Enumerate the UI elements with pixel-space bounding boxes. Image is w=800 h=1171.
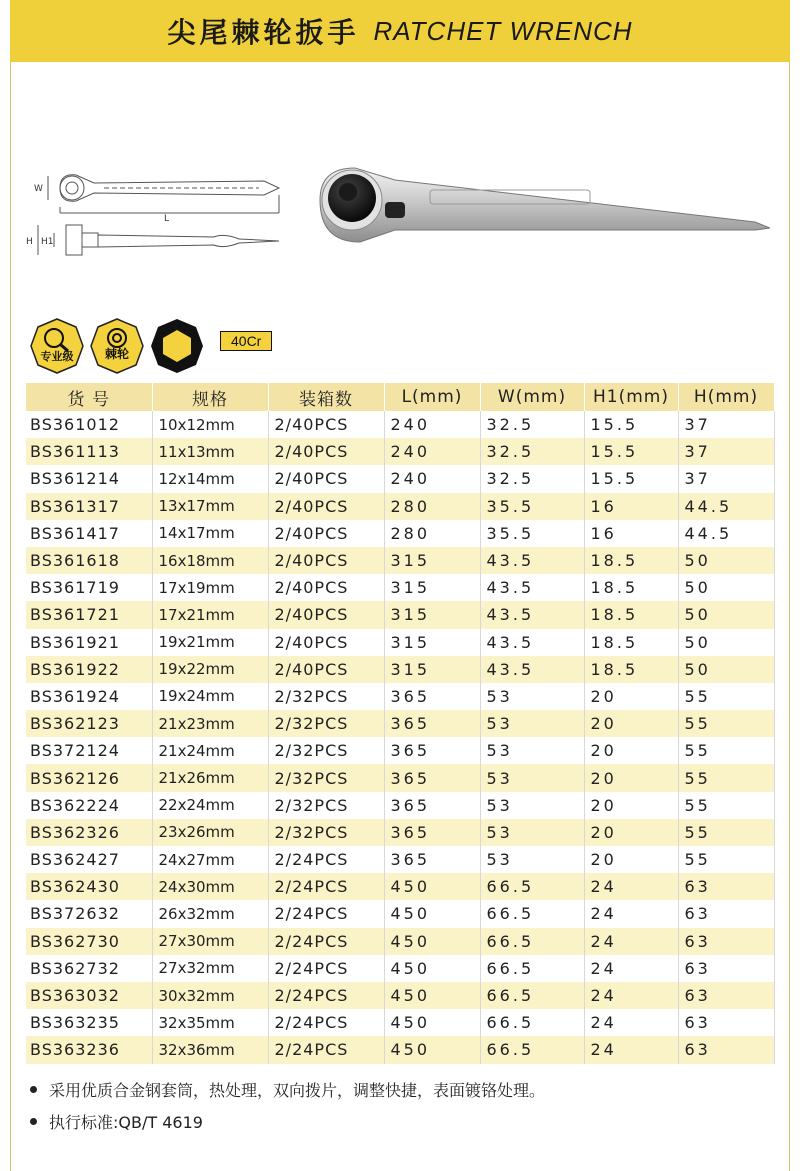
table-cell: 2/40PCS — [268, 520, 384, 547]
material-tag: 40Cr — [220, 331, 272, 351]
table-cell: 43.5 — [480, 547, 584, 574]
table-cell: 2/40PCS — [268, 601, 384, 628]
table-row — [26, 656, 774, 683]
table-cell: BS361317 — [26, 493, 152, 520]
table-cell: 50 — [678, 601, 774, 628]
table-cell: 315 — [384, 629, 480, 656]
table-cell: 18.5 — [584, 629, 678, 656]
table-cell: BS361719 — [26, 574, 152, 601]
table-cell: 2/40PCS — [268, 656, 384, 683]
notes — [30, 1073, 545, 1137]
badge-professional-label: 专业级 — [40, 350, 74, 363]
header-h: H(mm) — [678, 383, 774, 411]
table-row — [26, 873, 774, 900]
table-body — [26, 411, 774, 1064]
table-cell: 32.5 — [480, 465, 584, 492]
table-cell: BS361921 — [26, 629, 152, 656]
header-l: L(mm) — [384, 383, 480, 411]
table-row — [26, 1036, 774, 1063]
table-cell: 55 — [678, 792, 774, 819]
table-cell: 2/40PCS — [268, 574, 384, 601]
table-cell: 2/24PCS — [268, 1009, 384, 1036]
table-cell: 24 — [584, 928, 678, 955]
table-cell: 450 — [384, 1009, 480, 1036]
table-cell: 2/24PCS — [268, 955, 384, 982]
table-cell: 2/24PCS — [268, 900, 384, 927]
table-cell: 2/24PCS — [268, 846, 384, 873]
table-cell: 24x27mm — [152, 846, 268, 873]
table-cell: 63 — [678, 1009, 774, 1036]
table-row — [26, 928, 774, 955]
table-cell: 15.5 — [584, 438, 678, 465]
table-cell: 37 — [678, 465, 774, 492]
table-cell: 19x22mm — [152, 656, 268, 683]
table-row — [26, 547, 774, 574]
table-cell: 12x14mm — [152, 465, 268, 492]
table-cell: 20 — [584, 683, 678, 710]
table-row — [26, 982, 774, 1009]
table-cell: BS361113 — [26, 438, 152, 465]
table-cell: 53 — [480, 737, 584, 764]
table-cell: 23x26mm — [152, 819, 268, 846]
feature-badges — [30, 318, 272, 374]
table-row — [26, 520, 774, 547]
table-cell: BS362126 — [26, 764, 152, 791]
table-cell: BS363032 — [26, 982, 152, 1009]
table-cell: 2/24PCS — [268, 1036, 384, 1063]
table-cell: 2/32PCS — [268, 819, 384, 846]
table-cell: BS362430 — [26, 873, 152, 900]
table-row — [26, 955, 774, 982]
table-cell: 32x35mm — [152, 1009, 268, 1036]
table-cell: 450 — [384, 1036, 480, 1063]
table-cell: 50 — [678, 547, 774, 574]
table-cell: 43.5 — [480, 656, 584, 683]
table-cell: 53 — [480, 792, 584, 819]
table-cell: BS361012 — [26, 411, 152, 438]
table-row — [26, 411, 774, 438]
header-pack: 装箱数 — [268, 383, 384, 411]
label-l: L — [164, 214, 170, 224]
table-cell: 20 — [584, 737, 678, 764]
table-cell: 365 — [384, 737, 480, 764]
table-cell: 18.5 — [584, 656, 678, 683]
table-cell: 43.5 — [480, 574, 584, 601]
table-cell: BS362326 — [26, 819, 152, 846]
table-row — [26, 764, 774, 791]
table-cell: BS361721 — [26, 601, 152, 628]
table-cell: 66.5 — [480, 1036, 584, 1063]
table-cell: 21x23mm — [152, 710, 268, 737]
note-text: 执行标准:QB/T 4619 — [49, 1112, 203, 1132]
table-cell: 450 — [384, 928, 480, 955]
table-cell: 2/32PCS — [268, 710, 384, 737]
table-cell: 66.5 — [480, 900, 584, 927]
table-cell: 315 — [384, 601, 480, 628]
table-cell: 20 — [584, 846, 678, 873]
table-cell: BS372632 — [26, 900, 152, 927]
table-cell: 20 — [584, 710, 678, 737]
table-cell: 13x17mm — [152, 493, 268, 520]
table-row — [26, 574, 774, 601]
table-cell: 365 — [384, 846, 480, 873]
table-cell: 35.5 — [480, 493, 584, 520]
table-cell: 17x21mm — [152, 601, 268, 628]
table-cell: 2/40PCS — [268, 465, 384, 492]
table-cell: 44.5 — [678, 520, 774, 547]
table-cell: 2/40PCS — [268, 438, 384, 465]
table-cell: 240 — [384, 411, 480, 438]
table-cell: 315 — [384, 547, 480, 574]
table-cell: BS361922 — [26, 656, 152, 683]
table-cell: BS362123 — [26, 710, 152, 737]
table-cell: BS361417 — [26, 520, 152, 547]
bullet-icon — [30, 1118, 37, 1125]
header-part-no: 货 号 — [26, 383, 152, 411]
table-cell: 63 — [678, 982, 774, 1009]
table-cell: 53 — [480, 846, 584, 873]
table-cell: 22x24mm — [152, 792, 268, 819]
table-cell: 2/32PCS — [268, 764, 384, 791]
table-cell: 16 — [584, 493, 678, 520]
badge-professional — [30, 318, 84, 374]
table-cell: 365 — [384, 683, 480, 710]
table-cell: 16 — [584, 520, 678, 547]
table-cell: 450 — [384, 900, 480, 927]
table-cell: 240 — [384, 465, 480, 492]
table-row — [26, 792, 774, 819]
table-cell: 66.5 — [480, 955, 584, 982]
table-cell: 2/40PCS — [268, 629, 384, 656]
table-row — [26, 438, 774, 465]
table-row — [26, 629, 774, 656]
table-cell: 315 — [384, 574, 480, 601]
bullet-icon — [30, 1086, 37, 1093]
table-cell: 55 — [678, 846, 774, 873]
table-cell: 32.5 — [480, 411, 584, 438]
table-cell: 365 — [384, 792, 480, 819]
table-cell: BS362427 — [26, 846, 152, 873]
table-cell: 50 — [678, 656, 774, 683]
table-cell: BS363236 — [26, 1036, 152, 1063]
table-row — [26, 1009, 774, 1036]
table-cell: 32.5 — [480, 438, 584, 465]
table-cell: 2/32PCS — [268, 683, 384, 710]
table-cell: 24 — [584, 1009, 678, 1036]
table-cell: 240 — [384, 438, 480, 465]
table-cell: 2/24PCS — [268, 873, 384, 900]
table-cell: BS362732 — [26, 955, 152, 982]
table-cell: BS361924 — [26, 683, 152, 710]
table-cell: 21x24mm — [152, 737, 268, 764]
header-h1: H1(mm) — [584, 383, 678, 411]
note-item — [30, 1073, 545, 1105]
table-cell: 53 — [480, 710, 584, 737]
table-cell: BS362730 — [26, 928, 152, 955]
table-cell: 55 — [678, 683, 774, 710]
table-row — [26, 900, 774, 927]
table-cell: 63 — [678, 873, 774, 900]
table-cell: 20 — [584, 764, 678, 791]
note-item — [30, 1105, 545, 1137]
table-cell: 365 — [384, 819, 480, 846]
table-cell: 10x12mm — [152, 411, 268, 438]
table-cell: 2/32PCS — [268, 792, 384, 819]
table-cell: 24 — [584, 955, 678, 982]
table-cell: 2/32PCS — [268, 737, 384, 764]
table-cell: 21x26mm — [152, 764, 268, 791]
table-cell: 20 — [584, 792, 678, 819]
table-cell: 16x18mm — [152, 547, 268, 574]
badge-hexagon — [150, 318, 204, 374]
table-cell: 20 — [584, 819, 678, 846]
table-cell: 53 — [480, 683, 584, 710]
table-cell: 44.5 — [678, 493, 774, 520]
table-cell: 63 — [678, 900, 774, 927]
table-cell: 66.5 — [480, 873, 584, 900]
table-cell: 2/40PCS — [268, 411, 384, 438]
table-cell: 66.5 — [480, 928, 584, 955]
table-cell: 18.5 — [584, 547, 678, 574]
table-cell: BS372124 — [26, 737, 152, 764]
dimension-diagram — [24, 155, 294, 275]
table-cell: 63 — [678, 1036, 774, 1063]
table-cell: 35.5 — [480, 520, 584, 547]
table-cell: 450 — [384, 873, 480, 900]
table-cell: 450 — [384, 982, 480, 1009]
table-cell: BS361214 — [26, 465, 152, 492]
table-header-row — [26, 383, 774, 411]
magnifier-badge-icon — [30, 318, 84, 374]
table-cell: 53 — [480, 819, 584, 846]
table-cell: 280 — [384, 520, 480, 547]
table-row — [26, 493, 774, 520]
label-w: W — [34, 184, 43, 194]
header-w: W(mm) — [480, 383, 584, 411]
table-cell: 24 — [584, 1036, 678, 1063]
title-en: RATCHET WRENCH — [373, 15, 633, 46]
table-row — [26, 465, 774, 492]
header-size: 规格 — [152, 383, 268, 411]
table-cell: 2/24PCS — [268, 982, 384, 1009]
table-cell: 66.5 — [480, 1009, 584, 1036]
table-cell: 2/40PCS — [268, 547, 384, 574]
table-cell: 66.5 — [480, 982, 584, 1009]
table-cell: 19x21mm — [152, 629, 268, 656]
table-cell: 15.5 — [584, 411, 678, 438]
table-cell: 11x13mm — [152, 438, 268, 465]
table-cell: 30x32mm — [152, 982, 268, 1009]
table-cell: 280 — [384, 493, 480, 520]
table-cell: 27x30mm — [152, 928, 268, 955]
table-cell: 24 — [584, 873, 678, 900]
table-cell: 18.5 — [584, 574, 678, 601]
table-cell: 37 — [678, 411, 774, 438]
table-cell: 43.5 — [480, 601, 584, 628]
table-cell: BS362224 — [26, 792, 152, 819]
title-banner — [10, 0, 790, 62]
table-cell: BS363235 — [26, 1009, 152, 1036]
table-cell: 24x30mm — [152, 873, 268, 900]
table-row — [26, 846, 774, 873]
table-cell: 17x19mm — [152, 574, 268, 601]
table-cell: 55 — [678, 764, 774, 791]
table-cell: 63 — [678, 928, 774, 955]
table-cell: 43.5 — [480, 629, 584, 656]
table-cell: 24 — [584, 982, 678, 1009]
table-cell: 2/24PCS — [268, 928, 384, 955]
table-cell: 27x32mm — [152, 955, 268, 982]
table-row — [26, 601, 774, 628]
table-row — [26, 819, 774, 846]
wrench-photo — [300, 150, 770, 260]
badge-ratchet-label: 棘轮 — [104, 347, 129, 361]
table-cell: 450 — [384, 955, 480, 982]
table-cell: 26x32mm — [152, 900, 268, 927]
table-cell: 15.5 — [584, 465, 678, 492]
table-cell: 55 — [678, 737, 774, 764]
table-cell: 53 — [480, 764, 584, 791]
table-cell: 14x17mm — [152, 520, 268, 547]
table-cell: BS361618 — [26, 547, 152, 574]
table-cell: 19x24mm — [152, 683, 268, 710]
label-h1: H1 — [41, 237, 54, 247]
table-cell: 50 — [678, 574, 774, 601]
table-cell: 55 — [678, 710, 774, 737]
table-cell: 365 — [384, 710, 480, 737]
table-cell: 55 — [678, 819, 774, 846]
badge-ratchet — [90, 318, 144, 374]
label-h: H — [26, 237, 33, 247]
table-row — [26, 737, 774, 764]
table-row — [26, 710, 774, 737]
table-cell: 37 — [678, 438, 774, 465]
table-cell: 365 — [384, 764, 480, 791]
table-cell: 63 — [678, 955, 774, 982]
title-cn: 尖尾棘轮扳手 — [167, 16, 360, 49]
table-cell: 18.5 — [584, 601, 678, 628]
table-cell: 315 — [384, 656, 480, 683]
table-cell: 24 — [584, 900, 678, 927]
hexagon-icon — [150, 318, 204, 374]
table-cell: 2/40PCS — [268, 493, 384, 520]
table-cell: 50 — [678, 629, 774, 656]
note-text: 采用优质合金钢套筒，热处理，双向拨片，调整快捷，表面镀铬处理。 — [49, 1080, 546, 1100]
table-row — [26, 683, 774, 710]
table-cell: 32x36mm — [152, 1036, 268, 1063]
spec-table — [26, 383, 775, 1064]
